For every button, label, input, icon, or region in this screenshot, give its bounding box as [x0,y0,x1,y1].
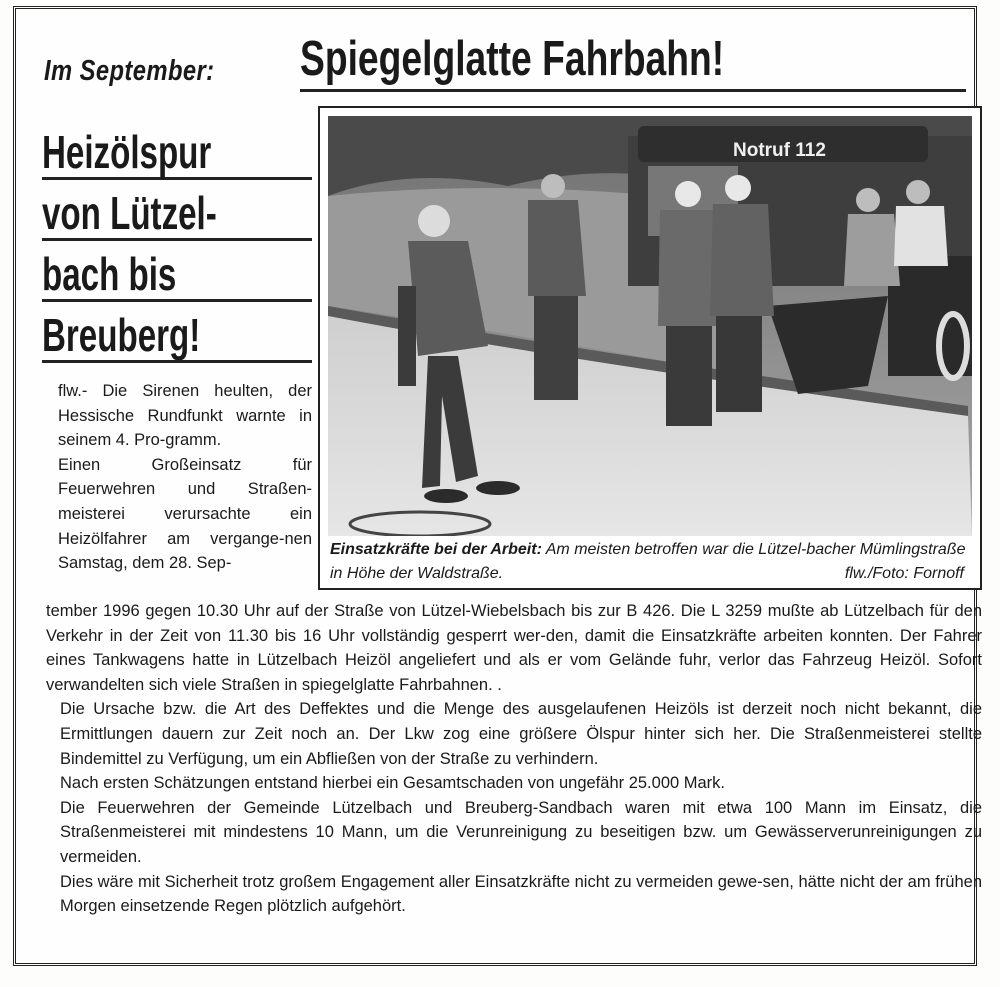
photo-caption [330,538,970,586]
paragraph: flw.- Die Sirenen heulten, der Hessische Rundfunkt warnte in seinem 4. Pro-gramm. [58,382,312,450]
subhead-line: von Lützel- [42,187,217,239]
paragraph: Dies wäre mit Sicherheit trotz großem Engagement aller Einsatzkräfte nicht zu vermeiden gewe-sen, hätte nicht der am frühen Morgen einsetzende Regen plötzlich aufgehört. [60,872,982,916]
headline: Spiegelglatte Fahrbahn! [300,32,725,86]
subhead-line: bach bis [42,248,177,300]
article-frame [13,6,982,966]
paragraph: Die Feuerwehren der Gemeinde Lützelbach und Breuberg-Sandbach waren mit etwa 100 Mann im Einsatz, die Straßenmeisterei mit mindestens 10 Mann, um die Verunreinigung zu beseitigen bzw. um Gewässerverunreinigungen zu vermeiden. [60,798,982,866]
paragraph: Einen Großeinsatz für Feuerwehren und Straßen-meisterei verursachte ein Heizölfahrer am vergange-nen Samstag, dem 28. Sep- [58,455,312,573]
photo-box [318,106,982,590]
subheadline [42,123,312,367]
caption-lead: Einsatzkräfte bei der Arbeit: [330,541,542,558]
article-body [46,599,982,919]
lead-column [44,379,312,576]
vehicle-label: Notruf 112 [733,140,826,161]
kicker: Im September: [44,55,215,87]
photo-credit: flw./Foto: Fornoff [844,565,964,582]
headline-underline [300,89,966,92]
subhead-line: Breuberg! [42,309,201,361]
news-photo [328,116,972,536]
paragraph: Nach ersten Schätzungen entstand hierbei ein Gesamtschaden von ungefähr 25.000 Mark. [60,774,726,793]
paragraph: Die Ursache bzw. die Art des Deffektes und die Menge des ausgelaufenen Heizöls ist derzeit noch nicht bekannt, die Ermittlungen dauern zur Zeit noch an. Der Lkw zog eine größere Ölspur hinter sich her. Die Straßenmeisterei stellte Bindemittel zu Verfügung, um ein Abfließen von der Straße zu verhindern. [60,700,982,768]
photo-illustration [328,116,972,536]
paragraph: tember 1996 gegen 10.30 Uhr auf der Straße von Lützel-Wiebelsbach bis zur B 426. Die L 3259 mußte ab Lützelbach für den Verkehr in der Zeit von 11.30 bis 16 Uhr vollständig gesperrt wer-den, damit die Einsatzkräfte arbeiten konnten. Der Fahrer eines Tankwagens hatte in Lützelbach Heizöl angeliefert und als er vom Gelände fuhr, verlor das Fahrzeug Heizöl. Sofort verwandelten sich viele Straßen in spiegelglatte Fahrbahnen. . [46,602,982,694]
caption-text: Am meisten betroffen war die Lützel-bacher Mümlingstraße in Höhe der Waldstraße. [330,541,966,582]
subhead-line: Heizölspur [42,126,212,178]
